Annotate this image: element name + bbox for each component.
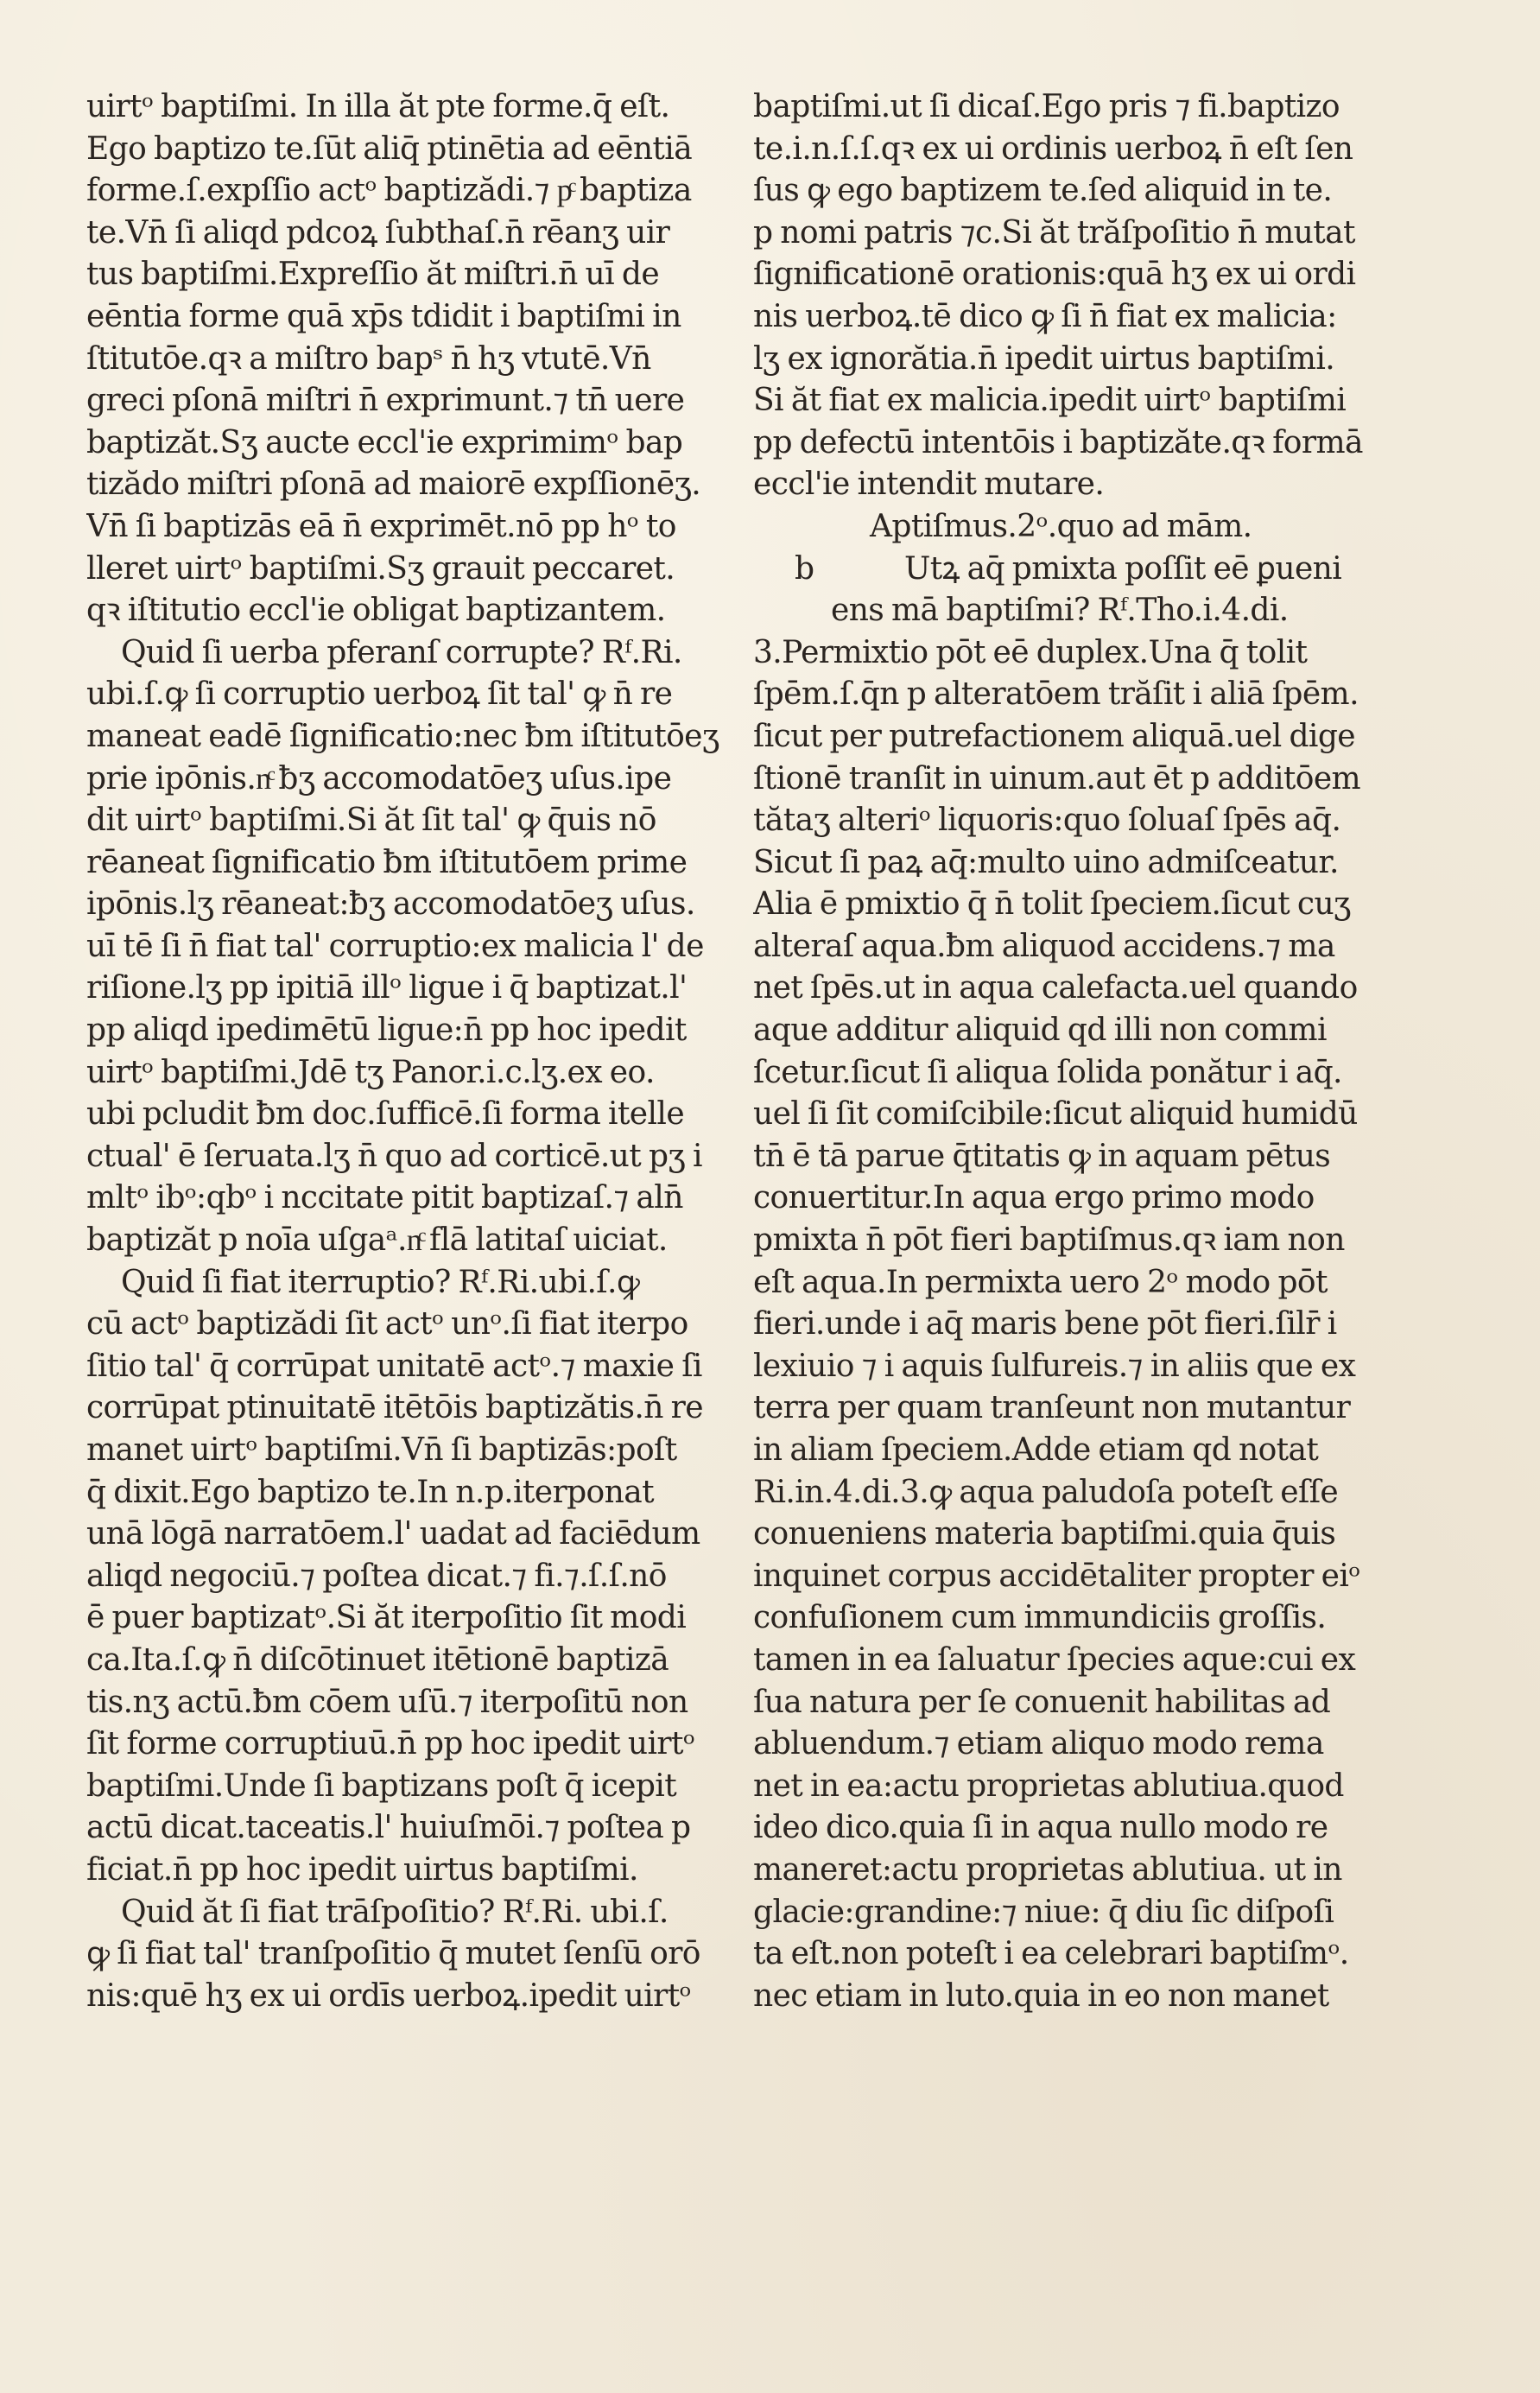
text-line: Ego baptizo te.ſūt aliq̄ ptinētia ad eēntiā xyxy=(86,130,693,167)
text-line: greci pſonā miſtri n̄ exprimunt.⁊ tn̄ uere xyxy=(86,383,685,419)
text-line: ē puer baptizatᵒ.Si ăt iterpoſitio ſit modi xyxy=(86,1600,687,1636)
text-line: conueniens materia baptiſmi.quia q̄uis xyxy=(753,1516,1336,1552)
text-line: tn̄ ē tā parue q̄titatis ꝙ in aquam pētus xyxy=(753,1138,1331,1174)
right-text-column xyxy=(753,86,1392,2017)
text-line: rēaneat ſignificatio ƀm iſtitutōem prime xyxy=(86,844,688,880)
text-line: Sicut ſi paꝝ aq̄:multo uino admiſceatur. xyxy=(753,844,1339,880)
text-line: aque additur aliquid qd illi non commi xyxy=(753,1012,1327,1049)
text-line: corrūpat ptinuitatē itētōis baptizătis.n̄ re xyxy=(86,1390,703,1426)
text-line: uī tē ſi n̄ fiat tal' corruptio:ex malicia l' de xyxy=(86,928,704,964)
text-line: riſione.lʒ pp ipitiā illᵒ ligue i q̄ baptizat.l' xyxy=(86,970,688,1006)
text-line: mltᵒ ibᵒ:qbᵒ i nccitate pitit baptizaſ.⁊ aln̄ xyxy=(86,1180,683,1216)
text-line: ſitio tal' q̄ corrūpat unitatē actᵒ.⁊ maxie ſi xyxy=(86,1348,702,1384)
text-line: q̄̄ dixit.Ego baptizo te.In n.p.iterponat xyxy=(86,1474,654,1510)
text-line: tis.nʒ actū.ƀm cōem uſū.⁊ iterpoſitū non xyxy=(86,1684,688,1720)
text-line: in aliam ſpeciem.Adde etiam qd notat xyxy=(753,1432,1319,1468)
text-line: ſpēm.ſ.q̄n p alteratōem trăſit i aliā ſpēm. xyxy=(753,676,1359,713)
section-heading: Aptiſmus.2ᵒ.quo ad mām. xyxy=(870,508,1252,544)
text-line: ens mā baptiſmi? Rᶠ.Tho.i.4.di. xyxy=(831,593,1289,629)
text-line: pp aliqd ipedimētū ligue:n̄ pp hoc ipedit xyxy=(86,1012,687,1049)
text-line: baptiſmi.Unde ſi baptizans poſt q̄ icepit xyxy=(86,1768,677,1804)
text-line: ſua natura per ſe conuenit habilitas ad xyxy=(753,1684,1331,1720)
text-line: nec etiam in luto.quia in eo non manet xyxy=(753,1977,1329,2014)
text-line: prie ipōnis.nͨ ƀʒ accomodatōeʒ uſus.ipe xyxy=(86,760,672,797)
text-line: abluendum.⁊ etiam aliquo modo rema xyxy=(753,1726,1324,1762)
text-line: te.Vn̄ ſi aliqd pdcoꝝ ſubthaſ.n̄ rēanʒ uir xyxy=(86,214,670,251)
text-line: Si ăt fiat ex malicia.ipedit uirtᵒ baptiſmi xyxy=(753,383,1347,419)
text-line: cū actᵒ baptizădi ſit actᵒ unᵒ.ſi fiat iterpo xyxy=(86,1306,688,1342)
text-line: fieri.unde i aq̄ maris bene pōt fieri.ſilr̄ i xyxy=(753,1306,1337,1342)
text-line: nis uerboꝝ.tē dico ꝙ ſi n̄ fiat ex malicia: xyxy=(753,298,1337,334)
text-line: ſit forme corruptiuū.n̄ pp hoc ipedit uirtᵒ xyxy=(86,1726,695,1762)
text-line: tizădo miſtri pſonā ad maiorē expſſionēʒ. xyxy=(86,467,701,503)
text-line: p nomi patris ⁊c.Si ăt trăſpoſitio n̄ mutat xyxy=(753,214,1355,251)
text-line: net ſpēs.ut in aqua calefacta.uel quando xyxy=(753,970,1358,1006)
text-line: ſcetur.ſicut ſi aliqua ſolida ponătur i aq̄. xyxy=(753,1054,1342,1090)
text-line: actū dicat.taceatis.l' huiuſmōi.⁊ poſtea p xyxy=(86,1810,691,1846)
question-line-text: Utꝝ aq̄ pmixta poſſit eē ꝑueni xyxy=(904,550,1342,587)
text-line: unā lōgā narratōem.l' uadat ad faciēdum xyxy=(86,1516,700,1552)
text-line: ca.Ita.ſ.ꝙ n̄ diſcōtinuet itētionē baptizā xyxy=(86,1641,669,1678)
text-line: uirtᵒ baptiſmi. In illa ăt pte forme.q̄ eſt. xyxy=(86,89,670,124)
text-line: ficiat.n̄ pp hoc ipedit uirtus baptiſmi. xyxy=(86,1851,638,1888)
text-line: ſtitutōe.qꝛ a miſtro bapˢ n̄ hʒ vtutē.Vn̄ xyxy=(86,340,651,377)
text-line: ubi pcludit ƀm doc.ſufficē.ſi forma itelle xyxy=(86,1096,685,1133)
text-line: ſicut per putrefactionem aliquā.uel dige xyxy=(753,718,1355,754)
paragraph-start-line: Quid ăt ſi fiat trāſpoſitio? Rᶠ.Ri. ubi.ſ. xyxy=(121,1894,669,1930)
marginal-letter: b xyxy=(795,550,814,587)
text-line: eēntia forme quā xp̄s tdidit i baptiſmi in xyxy=(86,298,681,334)
text-line: pp defectū intentōis i baptizăte.qꝛ formā xyxy=(753,424,1363,460)
text-line: pmixta n̄ pōt fieri baptiſmus.qꝛ iam non xyxy=(753,1222,1345,1259)
text-line: net in ea:actu proprietas ablutiua.quod xyxy=(753,1768,1344,1804)
paragraph-start-line: Quid ſi fiat iterruptio? Rᶠ.Ri.ubi.ſ.ꝙ xyxy=(121,1264,640,1300)
text-line: uel ſi ſit comiſcibile:ſicut aliquid humidū xyxy=(753,1096,1358,1133)
paragraph-start-line: Quid ſi uerba pferanſ corrupte? Rᶠ.Ri. xyxy=(121,634,682,670)
text-line: nis:quē hʒ ex ui ordīs uerboꝝ.ipedit uirtᵒ xyxy=(86,1977,691,2014)
text-line: terra per quam tranſeunt non mutantur xyxy=(753,1390,1351,1426)
text-line: maneret:actu proprietas ablutiua. ut in xyxy=(753,1851,1342,1888)
text-line: qꝛ iſtitutio eccl'ie obligat baptizantem. xyxy=(86,593,666,629)
question-line xyxy=(753,549,1392,591)
text-line: lleret uirtᵒ baptiſmi.Sʒ grauit peccaret. xyxy=(86,550,675,587)
text-line: baptizăt.Sʒ aucte eccl'ie exprimimᵒ bap xyxy=(86,424,683,460)
text-line: conuertitur.In aqua ergo primo modo xyxy=(753,1180,1315,1216)
text-line: tus baptiſmi.Expreſſio ăt miſtri.n̄ uī de xyxy=(86,257,660,293)
text-line: uirtᵒ baptiſmi.Jdē tʒ Panor.i.c.lʒ.ex eo. xyxy=(86,1054,655,1090)
text-line: 3.Permixtio pōt eē duplex.Una q̄ tolit xyxy=(753,634,1308,670)
text-line: inquinet corpus accidētaliter propter eiᵒ xyxy=(753,1558,1360,1594)
text-line: Alia ē pmixtio q̄ n̄ tolit ſpeciem.ſicut cuʒ xyxy=(753,886,1351,923)
text-line: eccl'ie intendit mutare. xyxy=(753,467,1105,503)
text-line: ideo dico.quia ſi in aqua nullo modo re xyxy=(753,1810,1328,1846)
text-line: ta eſt.non poteſt i ea celebrari baptiſmᵒ. xyxy=(753,1936,1349,1972)
text-line: dit uirtᵒ baptiſmi.Si ăt ſit tal' ꝙ q̄uis nō xyxy=(86,803,656,839)
text-line: confuſionem cum immundiciis groſſis. xyxy=(753,1600,1327,1636)
text-line: Vn̄ ſi baptizās eā n̄ exprimēt.nō pp hᵒ to xyxy=(86,508,676,544)
text-line: forme.ſ.expſſio actᵒ baptizădi.⁊ pͨ baptiza xyxy=(86,173,692,209)
text-line: ipōnis.lʒ rēaneat:ƀʒ accomodatōeʒ uſus. xyxy=(86,886,695,923)
text-line: ſtionē tranſit in uinum.aut ēt p additōem xyxy=(753,760,1361,797)
text-line: eſt aqua.In permixta uero 2ᵒ modo pōt xyxy=(753,1264,1328,1300)
text-line: glacie:grandine:⁊ niue: q̄ diu ſic diſpoſi xyxy=(753,1894,1334,1930)
text-line: ſus ꝙ ego baptizem te.ſed aliquid in te. xyxy=(753,173,1333,209)
text-line: te.i.n.ſ.ſ.qꝛ ex ui ordinis uerboꝝ n̄ eſt ſen xyxy=(753,130,1353,167)
text-line: tamen in ea ſaluatur ſpecies aque:cui ex xyxy=(753,1641,1356,1678)
text-line: alteraſ aqua.ƀm aliquod accidens.⁊ ma xyxy=(753,928,1335,964)
text-line: baptizăt p noīa uſgaᵃ.nͨ flā latitaſ uiciat. xyxy=(86,1222,668,1259)
text-line: ctual' ē ſeruata.lʒ n̄ quo ad corticē.ut pʒ i xyxy=(86,1138,702,1174)
text-line: lexiuio ⁊ i aquis ſulfureis.⁊ in aliis que ex xyxy=(753,1348,1356,1384)
text-line: Ri.in.4.di.3.ꝙ aqua paludoſa poteſt eſſe xyxy=(753,1474,1339,1510)
text-line: maneat eadē ſignificatio:nec ƀm iſtitutōeʒ xyxy=(86,718,719,754)
text-line: manet uirtᵒ baptiſmi.Vn̄ ſi baptizās:poſt xyxy=(86,1432,677,1468)
text-line: lʒ ex ignorătia.n̄ ipedit uirtus baptiſmi. xyxy=(753,340,1335,377)
text-line: ſignificationē orationis:quā hʒ ex ui ordi xyxy=(753,257,1356,293)
text-line: ubi.ſ.ꝙ ſi corruptio uerboꝝ ſit tal' ꝙ n̄ re xyxy=(86,676,673,713)
left-text-column xyxy=(86,86,726,2017)
text-line: tătaʒ alteriᵒ liquoris:quo ſoluaſ ſpēs aq̄. xyxy=(753,803,1341,839)
text-line: aliqd negociū.⁊ poſtea dicat.⁊ fi.⁊.ſ.ſ.nō xyxy=(86,1558,667,1594)
text-line: baptiſmi.ut ſi dicaſ.Ego pris ⁊ fi.baptizo xyxy=(753,89,1340,124)
text-line: ꝙ ſi fiat tal' tranſpoſitio q̄ mutet ſenſū orō xyxy=(86,1936,700,1972)
